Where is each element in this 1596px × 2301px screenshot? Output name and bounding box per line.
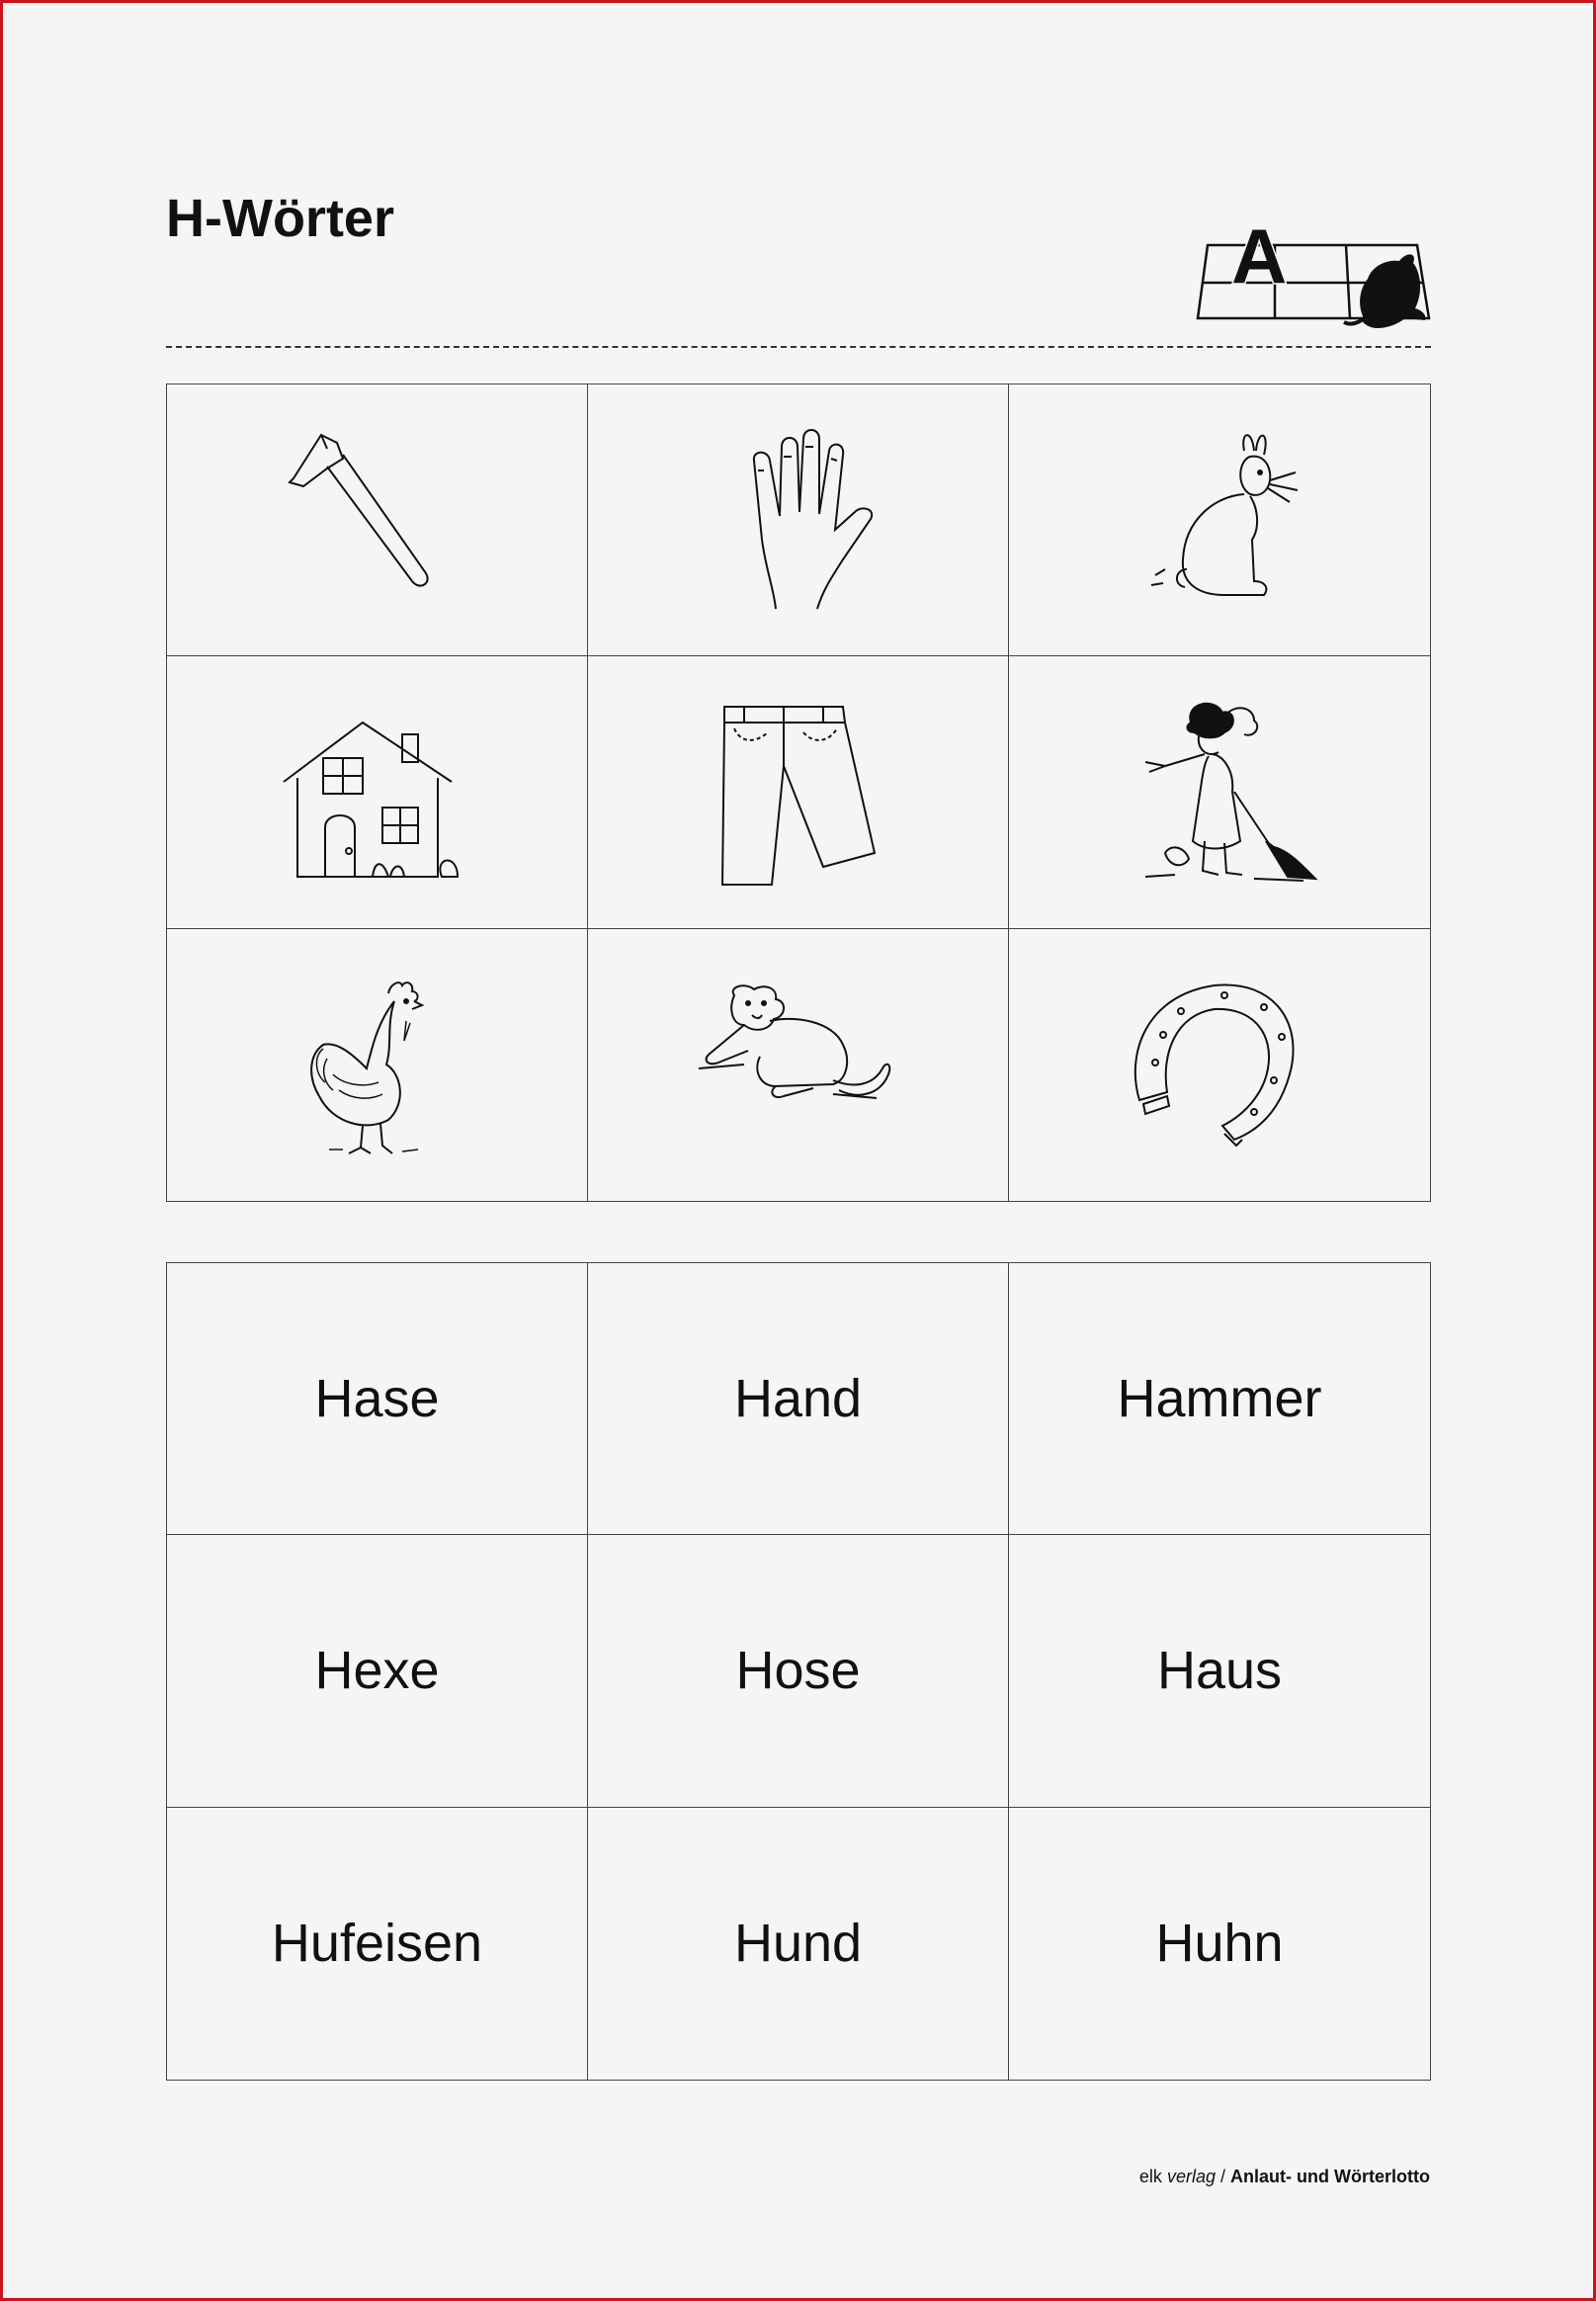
picture-card[interactable] — [1009, 929, 1430, 1201]
word-label: Hexe — [314, 1641, 440, 1701]
word-card[interactable] — [588, 1263, 1009, 1535]
word-label: Hose — [735, 1641, 861, 1701]
word-card[interactable] — [588, 1808, 1009, 2080]
logo-letter: A — [1231, 213, 1288, 299]
picture-card[interactable] — [588, 656, 1009, 928]
hen-icon — [264, 966, 491, 1163]
horseshoe-icon — [1106, 966, 1333, 1163]
word-card[interactable] — [1009, 1808, 1430, 2080]
word-label: Hammer — [1117, 1369, 1322, 1429]
picture-card[interactable] — [167, 656, 588, 928]
dashed-divider — [166, 346, 1431, 348]
footer-publisher: elk — [1138, 2167, 1162, 2186]
trousers-icon — [685, 693, 912, 891]
word-card[interactable] — [1009, 1535, 1430, 1807]
word-label: Hand — [733, 1369, 863, 1429]
picture-card[interactable] — [167, 384, 588, 656]
hand-icon — [685, 421, 912, 619]
witch-icon — [1106, 693, 1333, 891]
footer-credit — [1139, 2167, 1430, 2187]
word-label: Haus — [1156, 1641, 1283, 1701]
picture-card[interactable] — [588, 929, 1009, 1201]
lotto-logo-icon — [1194, 202, 1433, 330]
picture-card[interactable] — [588, 384, 1009, 656]
word-label: Hund — [733, 1914, 863, 1974]
word-card[interactable] — [167, 1808, 588, 2080]
page-title: H-Wörter — [166, 189, 394, 248]
word-card[interactable] — [167, 1535, 588, 1807]
picture-card[interactable] — [167, 929, 588, 1201]
word-card[interactable] — [588, 1535, 1009, 1807]
footer-separator: / — [1220, 2167, 1226, 2186]
word-label: Huhn — [1155, 1914, 1284, 1974]
hammer-icon — [264, 421, 491, 619]
house-icon — [264, 693, 491, 891]
footer-book-title: Anlaut- und Wörterlotto — [1230, 2167, 1430, 2186]
picture-card[interactable] — [1009, 656, 1430, 928]
word-card[interactable] — [1009, 1263, 1430, 1535]
picture-grid — [166, 384, 1431, 1202]
word-label: Hufeisen — [271, 1914, 483, 1974]
word-grid — [166, 1262, 1431, 2081]
word-label: Hase — [314, 1369, 440, 1429]
dog-icon — [685, 966, 912, 1163]
word-card[interactable] — [167, 1263, 588, 1535]
rabbit-icon — [1106, 421, 1333, 619]
picture-card[interactable] — [1009, 384, 1430, 656]
footer-publisher-italic: verlag — [1166, 2167, 1216, 2186]
